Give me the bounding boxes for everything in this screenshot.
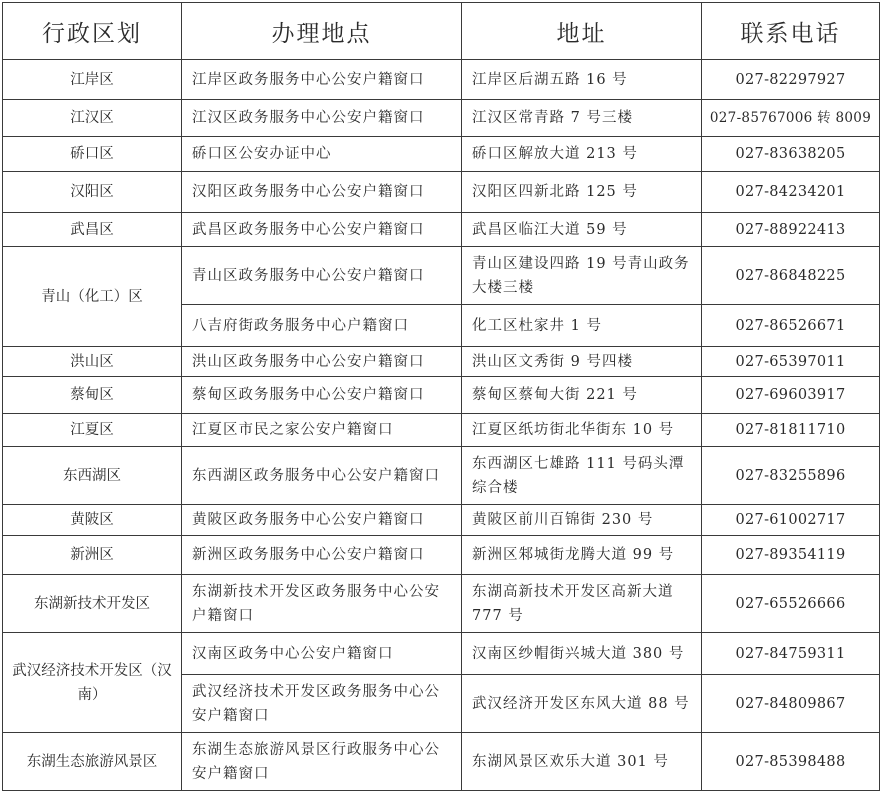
region-cell: 洪山区 bbox=[3, 347, 182, 377]
address-cell: 硚口区解放大道 213 号 bbox=[462, 137, 702, 172]
address-cell: 武汉经济开发区东风大道 88 号 bbox=[462, 675, 702, 733]
header-region: 行政区划 bbox=[3, 3, 182, 60]
office-cell: 武汉经济技术开发区政务服务中心公安户籍窗口 bbox=[182, 675, 462, 733]
address-cell: 东湖高新技术开发区高新大道 777 号 bbox=[462, 575, 702, 633]
region-cell: 蔡甸区 bbox=[3, 377, 182, 414]
address-cell: 黄陂区前川百锦街 230 号 bbox=[462, 505, 702, 536]
phone-cell: 027-86526671 bbox=[702, 305, 880, 347]
office-directory-table bbox=[2, 2, 880, 791]
region-cell: 东湖生态旅游风景区 bbox=[3, 733, 182, 791]
header-office: 办理地点 bbox=[182, 3, 462, 60]
phone-cell: 027-83638205 bbox=[702, 137, 880, 172]
region-cell: 江夏区 bbox=[3, 414, 182, 447]
region-cell: 青山（化工）区 bbox=[3, 247, 182, 347]
office-cell: 东西湖区政务服务中心公安户籍窗口 bbox=[182, 447, 462, 505]
table-row bbox=[3, 733, 880, 791]
address-cell: 武昌区临江大道 59 号 bbox=[462, 213, 702, 247]
region-cell: 江岸区 bbox=[3, 60, 182, 100]
address-cell: 东湖风景区欢乐大道 301 号 bbox=[462, 733, 702, 791]
phone-cell: 027-83255896 bbox=[702, 447, 880, 505]
header-phone: 联系电话 bbox=[702, 3, 880, 60]
table-row bbox=[3, 414, 880, 447]
table-row bbox=[3, 447, 880, 505]
office-cell: 黄陂区政务服务中心公安户籍窗口 bbox=[182, 505, 462, 536]
table-row bbox=[3, 505, 880, 536]
table-row bbox=[3, 536, 880, 575]
header-row bbox=[3, 3, 880, 60]
address-cell: 洪山区文秀街 9 号四楼 bbox=[462, 347, 702, 377]
address-cell: 新洲区邾城街龙腾大道 99 号 bbox=[462, 536, 702, 575]
table-row bbox=[3, 213, 880, 247]
region-cell: 东西湖区 bbox=[3, 447, 182, 505]
table-row bbox=[3, 347, 880, 377]
phone-cell: 027-88922413 bbox=[702, 213, 880, 247]
region-cell: 江汉区 bbox=[3, 100, 182, 137]
phone-cell: 027-81811710 bbox=[702, 414, 880, 447]
header-address: 地址 bbox=[462, 3, 702, 60]
table-row bbox=[3, 575, 880, 633]
office-cell: 东湖生态旅游风景区行政服务中心公安户籍窗口 bbox=[182, 733, 462, 791]
phone-cell: 027-85767006 转 8009 bbox=[702, 100, 880, 137]
region-cell: 武汉经济技术开发区（汉南） bbox=[3, 633, 182, 733]
office-cell: 八吉府街政务服务中心户籍窗口 bbox=[182, 305, 462, 347]
office-cell: 武昌区政务服务中心公安户籍窗口 bbox=[182, 213, 462, 247]
region-cell: 硚口区 bbox=[3, 137, 182, 172]
office-cell: 东湖新技术开发区政务服务中心公安户籍窗口 bbox=[182, 575, 462, 633]
phone-cell: 027-65526666 bbox=[702, 575, 880, 633]
address-cell: 化工区杜家井 1 号 bbox=[462, 305, 702, 347]
address-cell: 青山区建设四路 19 号青山政务大楼三楼 bbox=[462, 247, 702, 305]
address-cell: 汉南区纱帽街兴城大道 380 号 bbox=[462, 633, 702, 675]
phone-cell: 027-61002717 bbox=[702, 505, 880, 536]
phone-cell: 027-85398488 bbox=[702, 733, 880, 791]
phone-cell: 027-84759311 bbox=[702, 633, 880, 675]
table-row bbox=[3, 100, 880, 137]
table-row bbox=[3, 60, 880, 100]
office-cell: 蔡甸区政务服务中心公安户籍窗口 bbox=[182, 377, 462, 414]
address-cell: 江汉区常青路 7 号三楼 bbox=[462, 100, 702, 137]
table-row bbox=[3, 247, 880, 305]
phone-cell: 027-84809867 bbox=[702, 675, 880, 733]
address-cell: 蔡甸区蔡甸大街 221 号 bbox=[462, 377, 702, 414]
office-cell: 硚口区公安办证中心 bbox=[182, 137, 462, 172]
address-cell: 江夏区纸坊街北华街东 10 号 bbox=[462, 414, 702, 447]
table-row bbox=[3, 172, 880, 213]
region-cell: 新洲区 bbox=[3, 536, 182, 575]
table-row bbox=[3, 137, 880, 172]
address-cell: 东西湖区七雄路 111 号码头潭综合楼 bbox=[462, 447, 702, 505]
phone-cell: 027-84234201 bbox=[702, 172, 880, 213]
office-cell: 青山区政务服务中心公安户籍窗口 bbox=[182, 247, 462, 305]
region-cell: 东湖新技术开发区 bbox=[3, 575, 182, 633]
office-cell: 新洲区政务服务中心公安户籍窗口 bbox=[182, 536, 462, 575]
region-cell: 武昌区 bbox=[3, 213, 182, 247]
address-cell: 江岸区后湖五路 16 号 bbox=[462, 60, 702, 100]
phone-cell: 027-86848225 bbox=[702, 247, 880, 305]
office-cell: 江夏区市民之家公安户籍窗口 bbox=[182, 414, 462, 447]
phone-cell: 027-82297927 bbox=[702, 60, 880, 100]
office-cell: 汉南区政务中心公安户籍窗口 bbox=[182, 633, 462, 675]
phone-cell: 027-65397011 bbox=[702, 347, 880, 377]
table-row bbox=[3, 633, 880, 675]
office-cell: 洪山区政务服务中心公安户籍窗口 bbox=[182, 347, 462, 377]
table-row bbox=[3, 377, 880, 414]
office-cell: 江汉区政务服务中心公安户籍窗口 bbox=[182, 100, 462, 137]
region-cell: 汉阳区 bbox=[3, 172, 182, 213]
region-cell: 黄陂区 bbox=[3, 505, 182, 536]
office-cell: 汉阳区政务服务中心公安户籍窗口 bbox=[182, 172, 462, 213]
phone-cell: 027-89354119 bbox=[702, 536, 880, 575]
address-cell: 汉阳区四新北路 125 号 bbox=[462, 172, 702, 213]
office-cell: 江岸区政务服务中心公安户籍窗口 bbox=[182, 60, 462, 100]
phone-cell: 027-69603917 bbox=[702, 377, 880, 414]
